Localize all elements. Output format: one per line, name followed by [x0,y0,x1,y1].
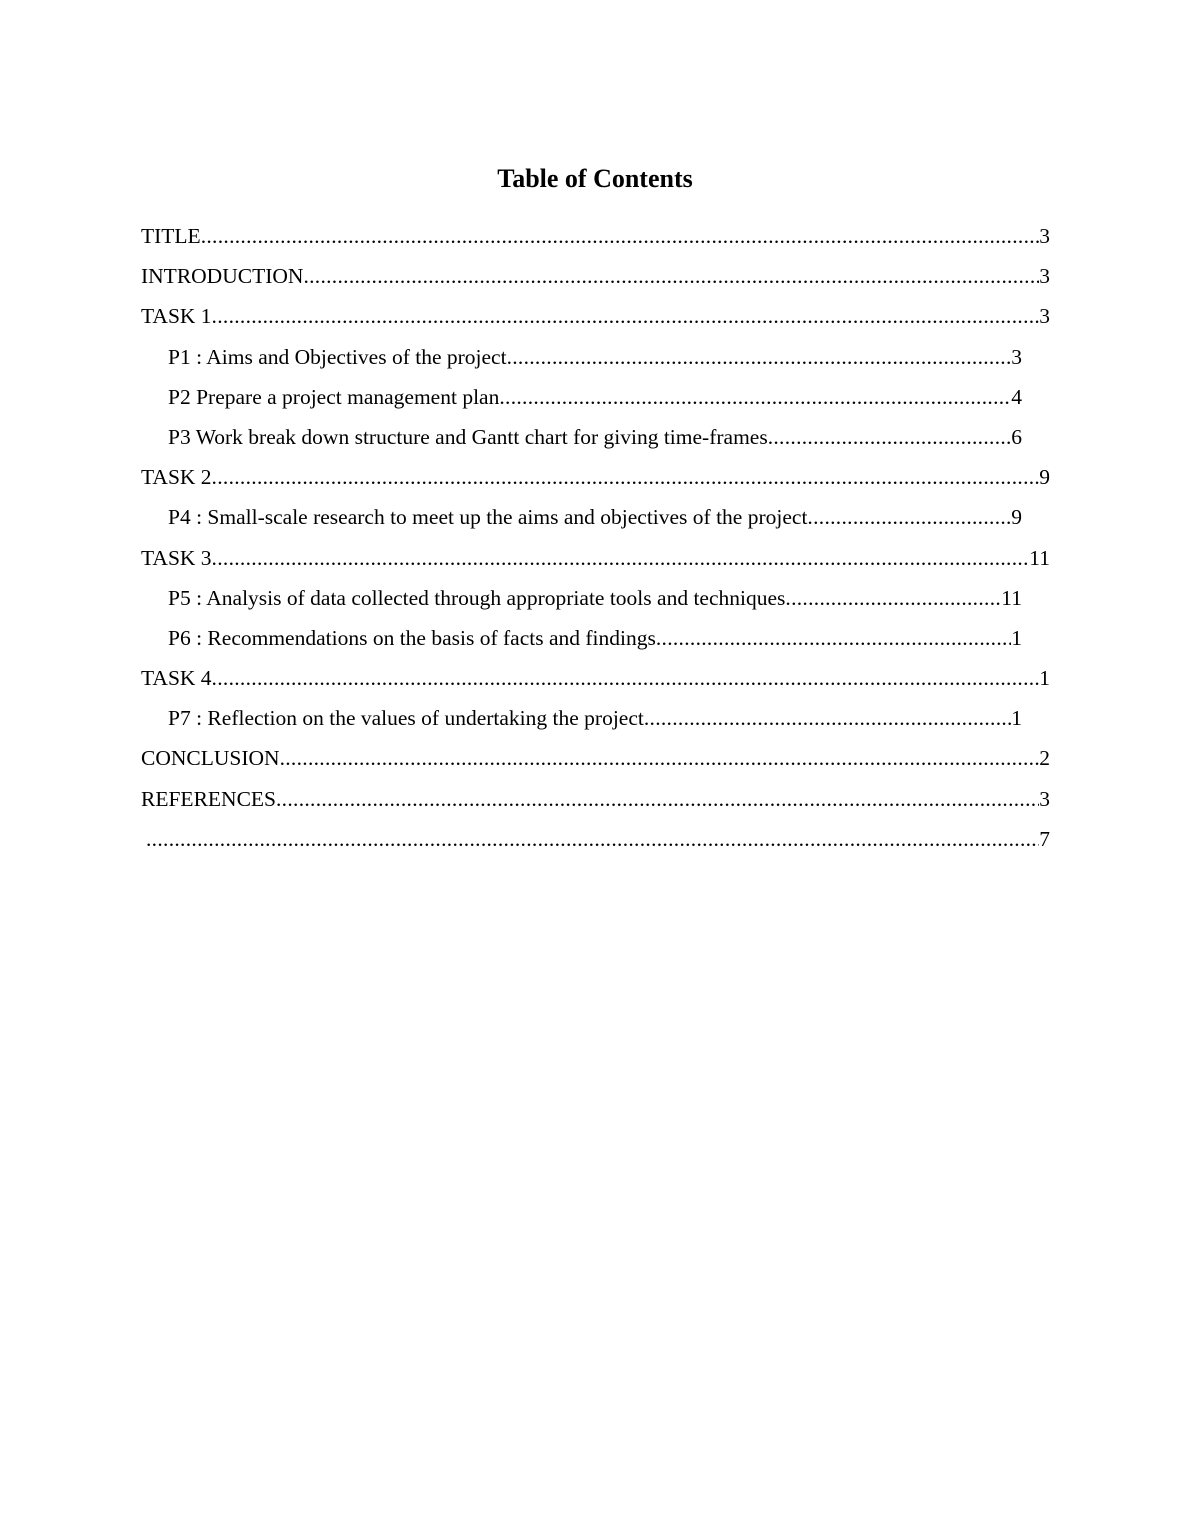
toc-dot-leader [785,581,1001,615]
toc-entry-task-3[interactable] [141,541,1050,581]
toc-page-number: 9 [1011,505,1022,530]
toc-dot-leader [507,340,1012,374]
toc-entry-label: INTRODUCTION [141,264,304,289]
toc-dot-leader [499,380,1011,414]
toc-entry-p6[interactable] [168,621,1022,661]
toc-entry-unlabeled[interactable] [146,822,1050,862]
toc-page-number: 11 [1029,545,1050,570]
toc-entry-label: TASK 4 [141,666,212,691]
toc-page-number: 11 [1001,585,1022,610]
toc-page-number: 3 [1039,304,1050,329]
toc-entry-p5[interactable] [168,581,1022,621]
toc-entry-label: P1 : Aims and Objectives of the project [168,344,507,369]
toc-entry-task-1[interactable] [141,299,1050,339]
toc-dot-leader [644,701,1011,735]
toc-entry-task-2[interactable] [141,460,1050,500]
toc-heading: Table of Contents [497,164,693,193]
toc-entry-title[interactable] [141,219,1050,259]
toc-entry-p7[interactable] [168,701,1022,741]
toc-entry-label: TITLE [141,224,201,248]
toc-dot-leader [146,822,1039,856]
toc-dot-leader [201,219,1040,253]
toc-dot-leader [280,741,1040,775]
toc-page-number: 6 [1011,424,1022,449]
toc-entry-p4[interactable] [168,500,1022,540]
toc-entry-conclusion[interactable] [141,741,1050,781]
toc-entry-p3[interactable] [168,420,1022,460]
toc-page-number: 3 [1039,786,1050,811]
toc-page-number: 9 [1039,465,1050,490]
toc-page-number: 2 [1039,746,1050,771]
toc-entry-label: P5 : Analysis of data collected through appropriate tools and techniques [168,585,786,610]
toc-page-number: 1 [1011,706,1022,731]
toc-entry-p2[interactable] [168,380,1022,420]
toc-dot-leader [212,299,1040,333]
toc-entry-task-4[interactable] [141,661,1050,701]
toc-dot-leader [212,661,1040,695]
toc-dot-leader [768,420,1012,454]
toc-dot-leader [807,500,1011,534]
toc-dot-leader [212,541,1030,575]
toc-entry-label: P7 : Reflection on the values of undertaking the project [168,706,644,731]
toc-entry-label: P2 Prepare a project management plan [168,384,500,409]
toc-entry-label: P6 : Recommendations on the basis of facts and findings [168,625,656,650]
toc-entry-label: CONCLUSION [141,746,280,771]
toc-page-number: 7 [1039,826,1050,851]
toc-entry-references[interactable] [141,782,1050,822]
toc-page-number: 3 [1039,224,1050,248]
toc-entry-introduction[interactable] [141,259,1050,299]
toc-page-number: 3 [1039,264,1050,289]
toc-list [0,219,1190,862]
toc-entry-label: TASK 2 [141,465,212,490]
toc-entry-label: REFERENCES [141,786,276,811]
toc-dot-leader [303,259,1039,293]
toc-page-number: 3 [1011,344,1022,369]
toc-page-number: 1 [1011,625,1022,650]
toc-entry-label: TASK 1 [141,304,212,329]
toc-page-number: 1 [1039,666,1050,691]
toc-entry-p1[interactable] [168,340,1022,380]
toc-dot-leader [656,621,1011,655]
toc-entry-label: P3 Work break down structure and Gantt chart for giving time-frames [168,424,768,449]
toc-dot-leader [212,460,1040,494]
toc-dot-leader [276,782,1039,816]
toc-entry-label: TASK 3 [141,545,212,570]
toc-page-number: 4 [1011,384,1022,409]
toc-entry-label: P4 : Small-scale research to meet up the aims and objectives of the project [168,505,808,530]
